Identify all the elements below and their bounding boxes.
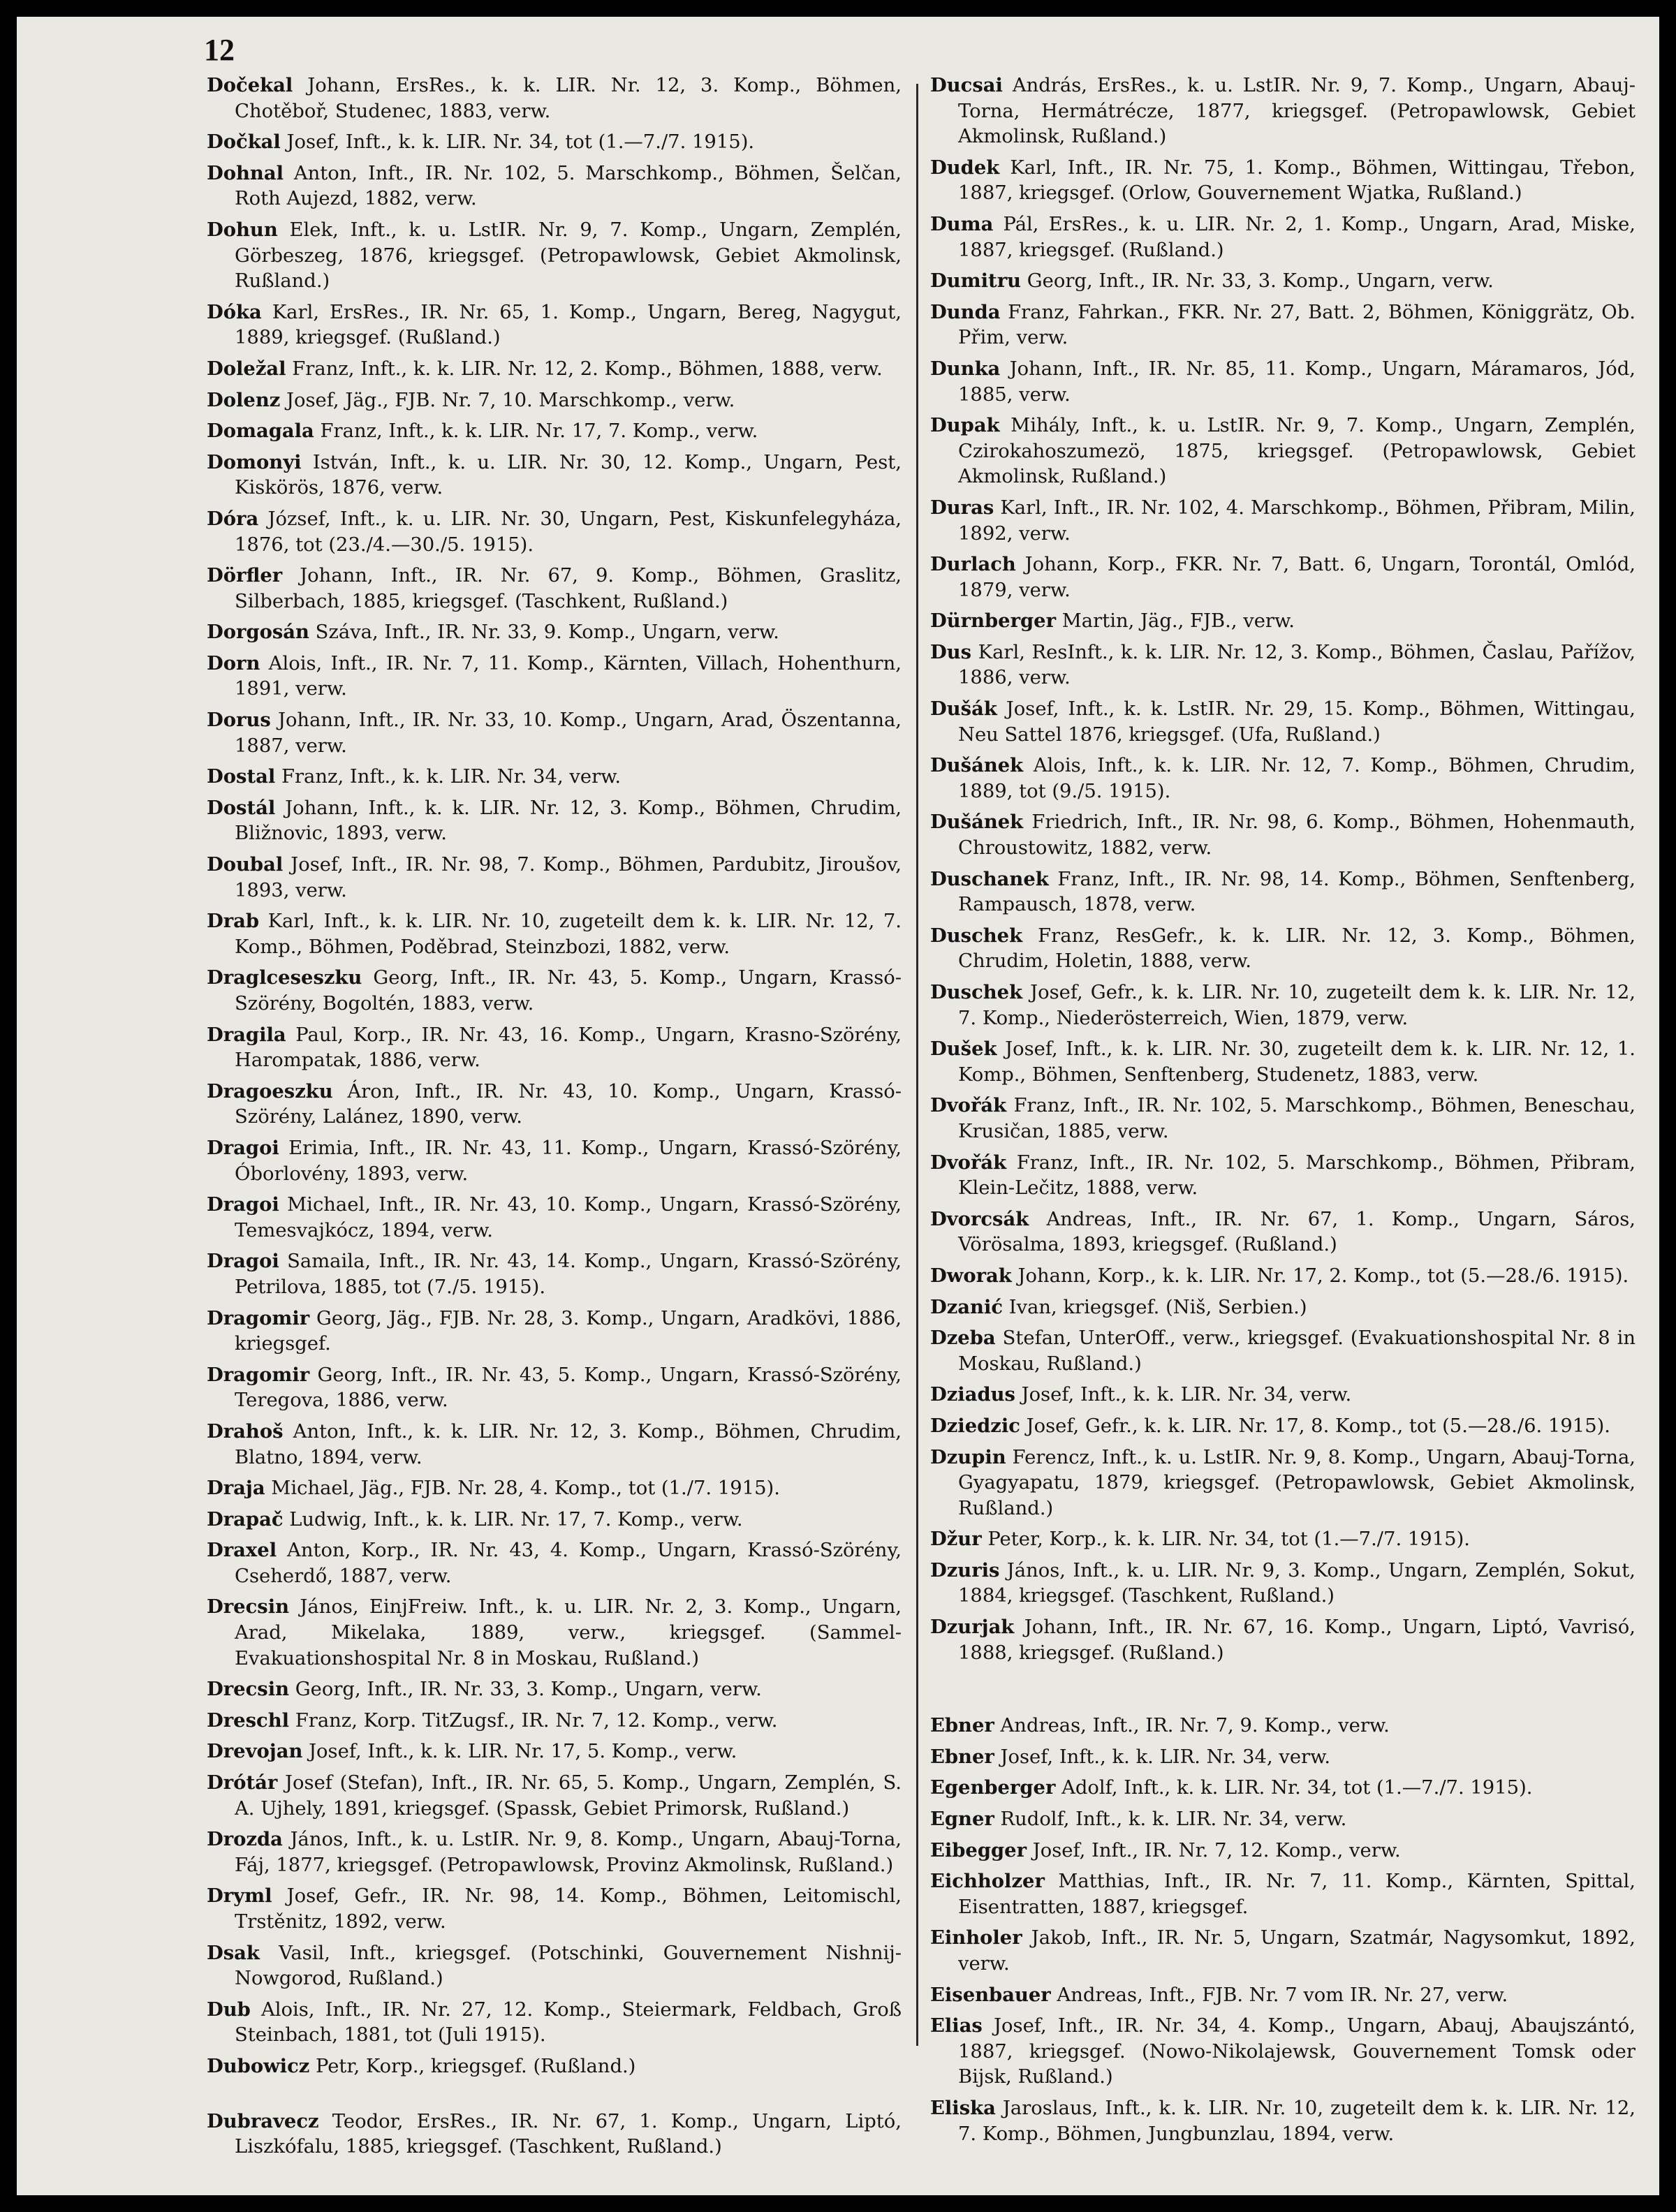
- list-entry: [207, 707, 902, 759]
- entry-details: János, EinjFreiw. Inft., k. u. LIR. Nr. 2, 3. Komp., Ungarn, Arad, Mikelaka, 1889, verw., kriegsgef. (Sammel-Evakuationshospital Nr. 8 in Moskau, Rußland.): [235, 1596, 902, 1669]
- list-entry: [207, 1022, 902, 1074]
- entry-surname: Drapač: [207, 1507, 284, 1531]
- entry-surname: Dohnal: [207, 161, 284, 184]
- entry-surname: Duma: [930, 212, 994, 235]
- entry-surname: Dsak: [207, 1941, 260, 1964]
- entry-surname: Draja: [207, 1477, 265, 1500]
- left-entries: [207, 73, 902, 2160]
- entry-surname: Dvořák: [930, 1094, 1007, 1117]
- entry-details: Paul, Korp., IR. Nr. 43, 16. Komp., Ungarn, Krasno-Szörény, Harompatak, 1886, verw.: [235, 1024, 902, 1072]
- entry-surname: Eliska: [930, 2096, 996, 2119]
- list-entry: [930, 268, 1635, 295]
- entry-details: Pál, ErsRes., k. u. LIR. Nr. 2, 1. Komp., Ungarn, Arad, Miske, 1887, kriegsgef. (Rußland.): [958, 213, 1635, 261]
- entry-details: Elek, Inft., k. u. LstIR. Nr. 9, 7. Komp., Ungarn, Zemplén, Görbeszeg, 1876, kriegsgef. (Petropawlowsk, Gebiet Akmolinsk, Rußland.): [235, 219, 902, 293]
- list-entry: [930, 212, 1635, 263]
- entry-details: Andreas, Inft., IR. Nr. 7, 9. Komp., verw.: [994, 1715, 1390, 1737]
- list-entry: [207, 1248, 902, 1300]
- entry-details: Andreas, Inft., IR. Nr. 67, 1. Komp., Ungarn, Sáros, Vörösalma, 1893, kriegsgef. (Rußland.): [958, 1208, 1635, 1256]
- list-entry: [930, 1263, 1635, 1290]
- entry-details: Johann, ErsRes., k. k. LIR. Nr. 12, 3. Komp., Böhmen, Chotěboř, Studenec, 1883, verw.: [235, 75, 902, 122]
- entry-gap: [207, 2085, 902, 2109]
- entry-surname: Dworak: [930, 1264, 1012, 1287]
- entry-details: István, Inft., k. u. LIR. Nr. 30, 12. Komp., Ungarn, Pest, Kiskörös, 1876, verw.: [235, 451, 902, 499]
- entry-surname: Dragoeszku: [207, 1079, 333, 1103]
- entry-surname: Dohun: [207, 218, 278, 241]
- entry-surname: Dzanić: [930, 1295, 1004, 1318]
- list-entry: [207, 965, 902, 1017]
- entry-details: Josef, Inft., k. k. LIR. Nr. 30, zugeteilt dem k. k. LIR. Nr. 12, 1. Komp., Böhmen, Senftenberg, Studenetz, 1883, verw.: [958, 1038, 1635, 1086]
- entry-details: Franz, Inft., k. k. LIR. Nr. 34, verw.: [275, 766, 622, 788]
- entry-details: Erimia, Inft., IR. Nr. 43, 11. Komp., Ungarn, Krassó-Szörény, Óborlovény, 1893, verw.: [235, 1137, 902, 1185]
- list-entry: [207, 2054, 902, 2080]
- entry-details: András, ErsRes., k. u. LstIR. Nr. 9, 7. Komp., Ungarn, Abauj-Torna, Hermátrécze, 1877, kriegsgef. (Petropawlowsk, Gebiet Akmolinsk, Rußland.): [958, 75, 1635, 148]
- entry-details: Anton, Korp., IR. Nr. 43, 4. Komp., Ungarn, Krassó-Szörény, Cseherdő, 1887, verw.: [235, 1540, 902, 1587]
- list-entry: [207, 563, 902, 614]
- list-entry: [930, 608, 1635, 635]
- list-entry: [207, 217, 902, 295]
- left-column: [207, 73, 902, 2165]
- list-entry: [207, 129, 902, 156]
- entry-details: Johann, Inft., IR. Nr. 67, 16. Komp., Ungarn, Liptó, Vavrisó, 1888, kriegsgef. (Rußland.): [958, 1616, 1635, 1664]
- list-entry: [207, 1079, 902, 1130]
- entry-surname: Dvorcsák: [930, 1207, 1029, 1230]
- entry-details: Franz, ResGefr., k. k. LIR. Nr. 12, 3. Komp., Böhmen, Chrudim, Holetin, 1888, verw.: [958, 924, 1635, 973]
- entry-details: Johann, Korp., k. k. LIR. Nr. 17, 2. Komp., tot (5.—28./6. 1915).: [1011, 1264, 1629, 1287]
- list-entry: [207, 1940, 902, 1992]
- entry-details: Johann, Inft., IR. Nr. 67, 9. Komp., Böhmen, Graslitz, Silberbach, 1885, kriegsgef. (Taschkent, Rußland.): [235, 565, 902, 612]
- entry-surname: Dragoi: [207, 1250, 279, 1273]
- entry-surname: Dragomir: [207, 1306, 310, 1329]
- entry-surname: Domonyi: [207, 450, 302, 473]
- entry-surname: Dzurjak: [930, 1616, 1015, 1639]
- entry-details: Josef, Inft., k. k. LIR. Nr. 34, tot (1.—7./7. 1915).: [280, 131, 755, 154]
- entry-details: Karl, ErsRes., IR. Nr. 65, 1. Komp., Ungarn, Bereg, Nagygut, 1889, kriegsgef. (Rußland.): [235, 301, 902, 349]
- entry-surname: Ebner: [930, 1714, 994, 1737]
- entry-surname: Dumitru: [930, 270, 1022, 293]
- list-entry: [930, 552, 1635, 603]
- list-entry: [207, 908, 902, 960]
- entry-details: Rudolf, Inft., k. k. LIR. Nr. 34, verw.: [994, 1808, 1347, 1831]
- entry-surname: Dudek: [930, 156, 1000, 179]
- entry-details: Georg, Inft., IR. Nr. 33, 3. Komp., Ungarn, verw.: [289, 1679, 762, 1701]
- list-entry: [207, 764, 902, 790]
- entry-surname: Dóka: [207, 300, 262, 323]
- entry-details: Michael, Jäg., FJB. Nr. 28, 4. Komp., tot (1./7. 1915).: [265, 1477, 780, 1500]
- entry-surname: Eibegger: [930, 1838, 1027, 1861]
- document-page: [17, 17, 1659, 2195]
- entry-surname: Doležal: [207, 357, 286, 380]
- entry-details: Ivan, kriegsgef. (Niš, Serbien.): [1003, 1296, 1307, 1318]
- list-entry: [207, 1770, 902, 1822]
- entry-surname: Dragila: [207, 1023, 286, 1046]
- list-entry: [930, 1445, 1635, 1522]
- entry-details: Josef, Inft., k. k. LIR. Nr. 17, 5. Komp., verw.: [302, 1741, 737, 1763]
- entry-surname: Drecsin: [207, 1678, 290, 1701]
- list-entry: [207, 1538, 902, 1589]
- entry-details: Franz, Inft., k. k. LIR. Nr. 12, 2. Komp., Böhmen, 1888, verw.: [286, 357, 883, 380]
- entry-surname: Dunda: [930, 300, 1001, 323]
- entry-details: Alois, Inft., IR. Nr. 7, 11. Komp., Kärnten, Villach, Hohenthurn, 1891, verw.: [235, 652, 902, 700]
- list-entry: [930, 1982, 1635, 2009]
- entry-details: Georg, Inft., IR. Nr. 33, 3. Komp., Ungarn, verw.: [1021, 270, 1494, 293]
- entry-surname: Elias: [930, 2014, 983, 2037]
- entry-surname: Džur: [930, 1528, 982, 1551]
- list-entry: [930, 1806, 1635, 1833]
- list-entry: [207, 1306, 902, 1357]
- entry-surname: Dubowicz: [207, 2054, 310, 2077]
- entry-details: Josef, Inft., k. k. LstIR. Nr. 29, 15. Komp., Böhmen, Wittingau, Neu Sattel 1876, kriegsgef. (Ufa, Rußland.): [958, 698, 1635, 746]
- entry-surname: Einholer: [930, 1926, 1022, 1949]
- right-entries-e: [930, 1713, 1635, 2147]
- list-entry: [930, 923, 1635, 975]
- list-entry: [930, 1744, 1635, 1771]
- list-entry: [207, 1997, 902, 2049]
- entry-surname: Dušák: [930, 698, 997, 721]
- entry-details: Teodor, ErsRes., IR. Nr. 67, 1. Komp., Ungarn, Liptó, Liszkófalu, 1885, kriegsgef. (Taschkent, Rußland.): [235, 2110, 902, 2158]
- list-entry: [930, 1558, 1635, 1609]
- entry-surname: Dunka: [930, 357, 1001, 380]
- entry-details: Matthias, Inft., IR. Nr. 7, 11. Komp., Kärnten, Spittal, Eisentratten, 1887, kriegsgef.: [958, 1871, 1635, 1918]
- list-entry: [930, 1036, 1635, 1088]
- list-entry: [930, 980, 1635, 1031]
- entry-details: Franz, Korp. TitZugsf., IR. Nr. 7, 12. Komp., verw.: [289, 1709, 778, 1732]
- entry-details: Josef, Gefr., IR. Nr. 98, 14. Komp., Böhmen, Leitomischl, Trstěnitz, 1892, verw.: [235, 1885, 902, 1933]
- list-entry: [930, 753, 1635, 804]
- entry-details: Friedrich, Inft., IR. Nr. 98, 6. Komp., Böhmen, Hohenmauth, Chroustowitz, 1882, verw.: [958, 811, 1635, 860]
- entry-surname: Dub: [207, 1998, 251, 2021]
- list-entry: [930, 1713, 1635, 1739]
- entry-surname: Dragoi: [207, 1193, 279, 1216]
- entry-details: Anton, Inft., k. k. LIR. Nr. 12, 3. Komp., Böhmen, Chrudim, Blatno, 1894, verw.: [235, 1420, 902, 1468]
- column-divider: [916, 84, 918, 2046]
- entry-surname: Dzeba: [930, 1327, 996, 1350]
- entry-details: János, Inft., k. u. LstIR. Nr. 9, 8. Komp., Ungarn, Abauj-Torna, Fáj, 1877, kriegsgef. (Petropawlowsk, Provinz Akmolinsk, Rußland.): [235, 1829, 902, 1876]
- list-entry: [207, 1594, 902, 1672]
- list-entry: [930, 1868, 1635, 1920]
- entry-surname: Duschanek: [930, 867, 1049, 890]
- entry-surname: Drecsin: [207, 1595, 290, 1619]
- entry-surname: Dočekal: [207, 74, 293, 96]
- entry-details: Alois, Inft., IR. Nr. 27, 12. Komp., Steiermark, Feldbach, Groß Steinbach, 1881, tot (Juli 1915).: [235, 1998, 902, 2047]
- entry-surname: Ebner: [930, 1745, 994, 1768]
- entry-surname: Drevojan: [207, 1740, 303, 1763]
- list-entry: [207, 1883, 902, 1935]
- list-entry: [207, 619, 902, 646]
- list-entry: [207, 1475, 902, 1502]
- list-entry: [930, 1413, 1635, 1440]
- list-entry: [207, 651, 902, 702]
- entry-surname: Dörfler: [207, 564, 283, 587]
- list-entry: [930, 867, 1635, 918]
- entry-surname: Dušánek: [930, 811, 1024, 834]
- right-column: [930, 73, 1635, 2152]
- entry-details: Jaroslaus, Inft., k. k. LIR. Nr. 10, zugeteilt dem k. k. LIR. Nr. 12, 7. Komp., Böhmen, Jungbunzlau, 1894, verw.: [958, 2097, 1635, 2145]
- entry-surname: Doubal: [207, 853, 284, 876]
- list-entry: [207, 506, 902, 558]
- entry-details: Josef, Inft., IR. Nr. 98, 7. Komp., Böhmen, Pardubitz, Jiroušov, 1893, verw.: [235, 854, 902, 901]
- list-entry: [207, 1192, 902, 1244]
- list-entry: [207, 2109, 902, 2160]
- entry-details: Michael, Inft., IR. Nr. 43, 10. Komp., Ungarn, Krassó-Szörény, Temesvajkócz, 1894, verw.: [235, 1194, 902, 1241]
- entry-details: Samaila, Inft., IR. Nr. 43, 14. Komp., Ungarn, Krassó-Szörény, Petrilova, 1885, tot (7./5. 1915).: [235, 1251, 902, 1298]
- entry-surname: Eichholzer: [930, 1870, 1045, 1893]
- entry-details: Jakob, Inft., IR. Nr. 5, Ungarn, Szatmár, Nagysomkut, 1892, verw.: [958, 1927, 1635, 1975]
- entry-surname: Dürnberger: [930, 610, 1057, 633]
- list-entry: [930, 1382, 1635, 1408]
- entry-surname: Dvořák: [930, 1151, 1007, 1174]
- entry-details: Anton, Inft., IR. Nr. 102, 5. Marschkomp., Böhmen, Šelčan, Roth Aujezd, 1882, verw.: [235, 162, 902, 210]
- list-entry: [930, 495, 1635, 547]
- section-gap: [930, 1671, 1635, 1713]
- entry-surname: Dziadus: [930, 1383, 1015, 1406]
- list-entry: [930, 1325, 1635, 1377]
- list-entry: [930, 2095, 1635, 2147]
- list-entry: [930, 155, 1635, 207]
- entry-surname: Egenberger: [930, 1776, 1056, 1799]
- entry-surname: Dočkal: [207, 131, 281, 154]
- entry-surname: Dostál: [207, 796, 276, 819]
- entry-details: Franz, Inft., IR. Nr. 102, 5. Marschkomp., Böhmen, Beneschau, Krusičan, 1885, verw.: [958, 1095, 1635, 1142]
- list-entry: [930, 1526, 1635, 1553]
- entry-surname: Dreschl: [207, 1709, 290, 1732]
- entry-details: Petr, Korp., kriegsgef. (Rußland.): [309, 2055, 636, 2077]
- entry-surname: Dubravecz: [207, 2109, 319, 2132]
- entry-details: Franz, Inft., k. k. LIR. Nr. 17, 7. Komp., verw.: [314, 420, 758, 443]
- entry-details: Franz, Inft., IR. Nr. 102, 5. Marschkomp., Böhmen, Přibram, Klein-Lečitz, 1888, verw.: [958, 1151, 1635, 1200]
- entry-details: Georg, Jäg., FJB. Nr. 28, 3. Komp., Ungarn, Aradkövi, 1886, kriegsgef.: [235, 1307, 902, 1355]
- entry-details: Ferencz, Inft., k. u. LstIR. Nr. 9, 8. Komp., Ungarn, Abauj-Torna, Gyagyapatu, 1879, kriegsgef. (Petropawlowsk, Gebiet Akmolinsk, Rußland.): [958, 1446, 1635, 1519]
- list-entry: [930, 1093, 1635, 1144]
- list-entry: [207, 161, 902, 212]
- entry-details: Karl, Inft., k. k. LIR. Nr. 10, zugeteilt dem k. k. LIR. Nr. 12, 7. Komp., Böhmen, Poděbrad, Steinzbozi, 1882, verw.: [235, 910, 902, 958]
- entry-details: Georg, Inft., IR. Nr. 43, 5. Komp., Ungarn, Krassó-Szörény, Teregova, 1886, verw.: [235, 1364, 902, 1412]
- entry-details: Alois, Inft., k. k. LIR. Nr. 12, 7. Komp., Böhmen, Chrudim, 1889, tot (9./5. 1915).: [958, 755, 1635, 802]
- entry-surname: Dzupin: [930, 1445, 1006, 1468]
- entry-details: Johann, Korp., FKR. Nr. 7, Batt. 6, Ungarn, Torontál, Omlód, 1879, verw.: [958, 554, 1635, 601]
- entry-surname: Drab: [207, 910, 260, 933]
- entry-surname: Dragoi: [207, 1136, 279, 1159]
- entry-surname: Dostal: [207, 765, 276, 788]
- entry-surname: Domagala: [207, 420, 314, 443]
- entry-surname: Drozda: [207, 1828, 283, 1851]
- entry-details: Ludwig, Inft., k. k. LIR. Nr. 17, 7. Komp., verw.: [283, 1508, 743, 1531]
- entry-details: Johann, Inft., k. k. LIR. Nr. 12, 3. Komp., Böhmen, Chrudim, Bližnovic, 1893, verw.: [235, 797, 902, 845]
- entry-details: Vasil, Inft., kriegsgef. (Potschinki, Gouvernement Nishnij-Nowgorod, Rußland.): [235, 1942, 902, 1990]
- entry-surname: Dolenz: [207, 388, 281, 411]
- entry-details: Josef, Inft., k. k. LIR. Nr. 34, verw.: [994, 1746, 1331, 1768]
- page-number: 12: [204, 33, 235, 67]
- entry-details: Josef, Inft., k. k. LIR. Nr. 34, verw.: [1015, 1384, 1352, 1406]
- entry-surname: Dorn: [207, 651, 260, 674]
- entry-details: Johann, Inft., IR. Nr. 85, 11. Komp., Ungarn, Máramaros, Jód, 1885, verw.: [958, 357, 1635, 406]
- entry-details: Franz, Fahrkan., FKR. Nr. 27, Batt. 2, Böhmen, Königgrätz, Ob. Přim, verw.: [958, 301, 1635, 349]
- list-entry: [207, 300, 902, 351]
- entry-details: Peter, Korp., k. k. LIR. Nr. 34, tot (1.—7./7. 1915).: [981, 1528, 1470, 1551]
- entry-details: Georg, Inft., IR. Nr. 43, 5. Komp., Ungarn, Krassó-Szörény, Bogoltén, 1883, verw.: [235, 967, 902, 1015]
- list-entry: [207, 1507, 902, 1533]
- entry-surname: Dóra: [207, 507, 259, 530]
- list-entry: [930, 73, 1635, 150]
- entry-surname: Dorus: [207, 709, 271, 732]
- entry-details: Adolf, Inft., k. k. LIR. Nr. 34, tot (1.—7./7. 1915).: [1055, 1777, 1533, 1799]
- entry-surname: Dziedzic: [930, 1414, 1020, 1437]
- list-entry: [207, 852, 902, 904]
- list-entry: [207, 418, 902, 445]
- list-entry: [930, 1925, 1635, 1977]
- entry-surname: Dupak: [930, 414, 1000, 437]
- entry-surname: Dryml: [207, 1885, 272, 1908]
- entry-details: Martin, Jäg., FJB., verw.: [1056, 610, 1295, 633]
- entry-surname: Draglceseszku: [207, 966, 362, 989]
- list-entry: [930, 640, 1635, 691]
- entry-details: Áron, Inft., IR. Nr. 43, 10. Komp., Ungarn, Krassó-Szörény, Lalánez, 1890, verw.: [235, 1080, 902, 1128]
- entry-surname: Duschek: [930, 981, 1023, 1003]
- entry-details: Karl, ResInft., k. k. LIR. Nr. 12, 3. Komp., Böhmen, Časlau, Pařížov, 1886, verw.: [958, 641, 1635, 689]
- list-entry: [930, 696, 1635, 748]
- list-entry: [207, 356, 902, 383]
- list-entry: [930, 1295, 1635, 1321]
- entry-details: Josef (Stefan), Inft., IR. Nr. 65, 5. Komp., Ungarn, Zemplén, S. A. Ujhely, 1891, kriegsgef. (Spassk, Gebiet Primorsk, Rußland.): [235, 1772, 902, 1820]
- entry-details: Mihály, Inft., k. u. LstIR. Nr. 9, 7. Komp., Ungarn, Zemplén, Czirokahoszumezö, 1875, kriegsgef. (Petropawlowsk, Gebiet Akmolinsk, Rußland.): [958, 415, 1635, 488]
- entry-details: Josef, Jäg., FJB. Nr. 7, 10. Marschkomp., verw.: [280, 389, 735, 411]
- entry-surname: Drótár: [207, 1771, 278, 1794]
- entry-surname: Durlach: [930, 553, 1016, 576]
- entry-surname: Eisenbauer: [930, 1983, 1051, 2006]
- list-entry: [930, 300, 1635, 351]
- list-entry: [930, 413, 1635, 490]
- list-entry: [207, 73, 902, 124]
- entry-details: Josef, Inft., IR. Nr. 34, 4. Komp., Ungarn, Abauj, Abaujszántó, 1887, kriegsgef. (Nowo-Nikolajewsk, Gouvernement Tomsk oder Bijsk, Rußland.): [958, 2015, 1635, 2088]
- entry-details: Andreas, Inft., FJB. Nr. 7 vom IR. Nr. 27, verw.: [1050, 1984, 1508, 2006]
- entry-surname: Dušánek: [930, 754, 1024, 777]
- entry-surname: Duras: [930, 496, 994, 519]
- entry-surname: Dus: [930, 640, 972, 663]
- right-entries-d: [930, 73, 1635, 1666]
- entry-surname: Draxel: [207, 1539, 277, 1562]
- list-entry: [207, 1676, 902, 1703]
- list-entry: [930, 1614, 1635, 1666]
- entry-details: Karl, Inft., IR. Nr. 75, 1. Komp., Böhmen, Wittingau, Třebon, 1887, kriegsgef. (Orlow, Gouvernement Wjatka, Rußland.): [958, 156, 1635, 205]
- list-entry: [207, 388, 902, 414]
- entry-details: Josef, Inft., IR. Nr. 7, 12. Komp., verw.: [1027, 1839, 1401, 1861]
- list-entry: [207, 450, 902, 501]
- entry-surname: Duschek: [930, 924, 1023, 947]
- list-entry: [930, 1838, 1635, 1864]
- entry-surname: Egner: [930, 1808, 994, 1831]
- entry-surname: Dorgosán: [207, 621, 309, 644]
- entry-details: Josef, Gefr., k. k. LIR. Nr. 17, 8. Komp., tot (5.—28./6. 1915).: [1020, 1415, 1611, 1437]
- entry-surname: Drahoš: [207, 1420, 284, 1443]
- list-entry: [930, 809, 1635, 861]
- list-entry: [207, 1708, 902, 1734]
- entry-surname: Dzuris: [930, 1558, 1000, 1581]
- entry-surname: Ducsai: [930, 74, 1003, 96]
- entry-surname: Dragomir: [207, 1363, 310, 1386]
- entry-details: József, Inft., k. u. LIR. Nr. 30, Ungarn, Pest, Kiskunfelegyháza, 1876, tot (23./4.—30./5. 1915).: [235, 508, 902, 556]
- entry-details: Száva, Inft., IR. Nr. 33, 9. Komp., Ungarn, verw.: [309, 621, 779, 644]
- list-entry: [930, 2013, 1635, 2091]
- entry-details: Franz, Inft., IR. Nr. 98, 14. Komp., Böhmen, Senftenberg, Rampausch, 1878, verw.: [958, 868, 1635, 916]
- list-entry: [207, 795, 902, 847]
- list-entry: [207, 1827, 902, 1878]
- list-entry: [207, 1739, 902, 1765]
- entry-surname: Dušek: [930, 1038, 997, 1061]
- entry-details: János, Inft., k. u. LIR. Nr. 9, 3. Komp., Ungarn, Zemplén, Sokut, 1884, kriegsgef. (Taschkent, Rußland.): [958, 1559, 1635, 1607]
- list-entry: [930, 1207, 1635, 1258]
- list-entry: [207, 1135, 902, 1187]
- list-entry: [930, 1150, 1635, 1202]
- list-entry: [207, 1362, 902, 1414]
- entry-details: Josef, Gefr., k. k. LIR. Nr. 10, zugeteilt dem k. k. LIR. Nr. 12, 7. Komp., Niederösterreich, Wien, 1879, verw.: [958, 982, 1635, 1029]
- entry-details: Johann, Inft., IR. Nr. 33, 10. Komp., Ungarn, Arad, Öszentanna, 1887, verw.: [235, 709, 902, 757]
- list-entry: [930, 356, 1635, 408]
- list-entry: [207, 1419, 902, 1470]
- list-entry: [930, 1775, 1635, 1801]
- entry-details: Karl, Inft., IR. Nr. 102, 4. Marschkomp., Böhmen, Přibram, Milin, 1892, verw.: [958, 496, 1635, 545]
- entry-details: Stefan, UnterOff., verw., kriegsgef. (Evakuationshospital Nr. 8 in Moskau, Rußland.): [958, 1327, 1635, 1375]
